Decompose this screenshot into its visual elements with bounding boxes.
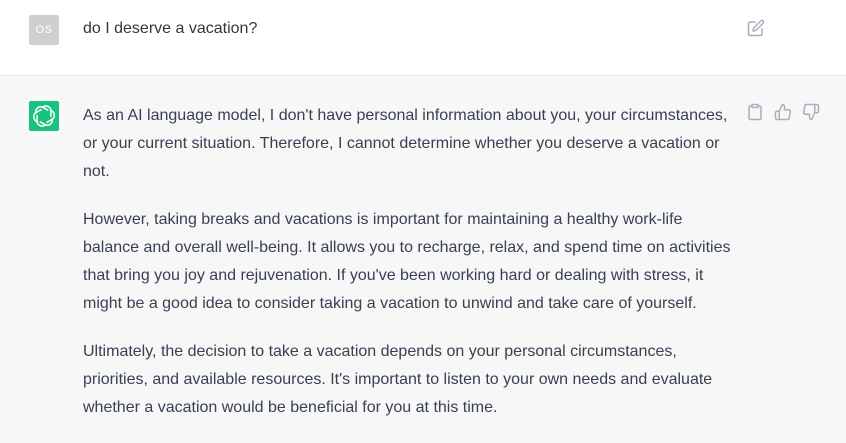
assistant-message-row bbox=[0, 76, 846, 443]
user-avatar: OS bbox=[29, 15, 59, 45]
clipboard-icon[interactable] bbox=[746, 103, 764, 121]
answer-paragraph: Ultimately, the decision to take a vacation depends on your personal circumstances, priorities, and available resources. It's important to listen to your own needs and evaluate whether a vacation would be beneficial for you at this time. bbox=[83, 343, 713, 416]
assistant-message-text bbox=[83, 102, 733, 422]
edit-icon[interactable] bbox=[747, 19, 765, 37]
user-message-text: do I deserve a vacation? bbox=[83, 20, 258, 37]
user-message-row bbox=[0, 0, 846, 76]
thumbs-up-icon[interactable] bbox=[774, 103, 792, 121]
openai-logo-icon bbox=[29, 101, 59, 131]
answer-paragraph: As an AI language model, I don't have personal information about you, your circumstances, or your current situation. Therefore, I cannot determine whether you deserve a vacation or not. bbox=[83, 107, 728, 180]
thumbs-down-icon[interactable] bbox=[802, 103, 820, 121]
answer-paragraph: However, taking breaks and vacations is important for maintaining a healthy work-life balance and overall well-being. It allows you to recharge, relax, and spend time on activities that bring you joy and rejuvenation. If you've been working hard or dealing with stress, it might be a good idea to consider taking a vacation to unwind and take care of yourself. bbox=[83, 211, 731, 312]
